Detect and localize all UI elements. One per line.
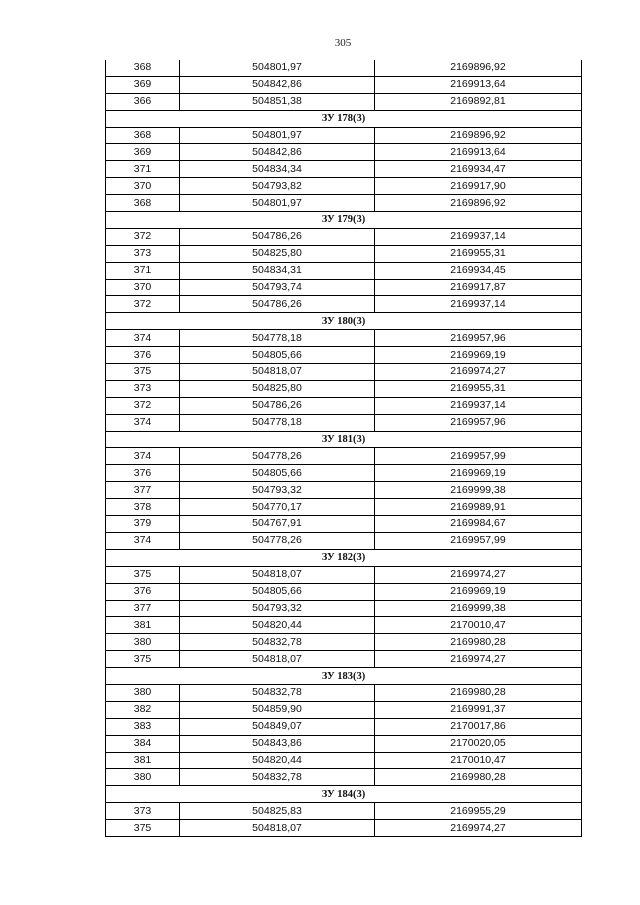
point-number-cell: 379 bbox=[106, 516, 180, 533]
point-number-cell: 371 bbox=[106, 161, 180, 178]
table-row bbox=[106, 448, 582, 465]
page-number: 305 bbox=[334, 37, 352, 49]
section-header-row bbox=[106, 549, 582, 566]
section-header-row bbox=[106, 668, 582, 685]
section-header-row bbox=[106, 110, 582, 127]
x-coordinate-cell: 504801,97 bbox=[180, 195, 375, 212]
x-coordinate-cell: 504818,07 bbox=[180, 820, 375, 837]
table-row bbox=[106, 769, 582, 786]
x-coordinate-cell: 504849,07 bbox=[180, 718, 375, 735]
x-coordinate-cell: 504778,26 bbox=[180, 532, 375, 549]
y-coordinate-cell: 2170010,47 bbox=[375, 752, 582, 769]
y-coordinate-cell: 2169989,91 bbox=[375, 499, 582, 516]
point-number-cell: 374 bbox=[106, 448, 180, 465]
y-coordinate-cell: 2169999,38 bbox=[375, 600, 582, 617]
y-coordinate-cell: 2169913,64 bbox=[375, 144, 582, 161]
table-row bbox=[106, 397, 582, 414]
table-row bbox=[106, 364, 582, 381]
point-number-cell: 375 bbox=[106, 820, 180, 837]
y-coordinate-cell: 2169991,37 bbox=[375, 701, 582, 718]
point-number-cell: 373 bbox=[106, 803, 180, 820]
x-coordinate-cell: 504786,26 bbox=[180, 228, 375, 245]
y-coordinate-cell: 2169937,14 bbox=[375, 228, 582, 245]
table-row bbox=[106, 718, 582, 735]
table-row bbox=[106, 178, 582, 195]
y-coordinate-cell: 2169957,96 bbox=[375, 330, 582, 347]
y-coordinate-cell: 2169934,45 bbox=[375, 262, 582, 279]
point-number-cell: 375 bbox=[106, 566, 180, 583]
x-coordinate-cell: 504818,07 bbox=[180, 364, 375, 381]
table-row bbox=[106, 566, 582, 583]
point-number-cell: 370 bbox=[106, 279, 180, 296]
x-coordinate-cell: 504834,31 bbox=[180, 262, 375, 279]
y-coordinate-cell: 2169969,19 bbox=[375, 583, 582, 600]
table-row bbox=[106, 634, 582, 651]
section-header-row bbox=[106, 212, 582, 229]
table-row bbox=[106, 617, 582, 634]
point-number-cell: 374 bbox=[106, 532, 180, 549]
table-row bbox=[106, 60, 582, 76]
y-coordinate-cell: 2169934,47 bbox=[375, 161, 582, 178]
x-coordinate-cell: 504805,66 bbox=[180, 465, 375, 482]
table-row bbox=[106, 499, 582, 516]
x-coordinate-cell: 504801,97 bbox=[180, 127, 375, 144]
section-title: ЗУ 183(3) bbox=[106, 668, 582, 685]
x-coordinate-cell: 504778,18 bbox=[180, 330, 375, 347]
coordinates-table bbox=[105, 60, 582, 837]
point-number-cell: 375 bbox=[106, 364, 180, 381]
x-coordinate-cell: 504793,74 bbox=[180, 279, 375, 296]
x-coordinate-cell: 504825,80 bbox=[180, 245, 375, 262]
table-row bbox=[106, 482, 582, 499]
x-coordinate-cell: 504825,80 bbox=[180, 380, 375, 397]
table-row bbox=[106, 380, 582, 397]
y-coordinate-cell: 2169957,99 bbox=[375, 448, 582, 465]
point-number-cell: 373 bbox=[106, 245, 180, 262]
section-title: ЗУ 178(3) bbox=[106, 110, 582, 127]
y-coordinate-cell: 2169969,19 bbox=[375, 465, 582, 482]
y-coordinate-cell: 2169937,14 bbox=[375, 296, 582, 313]
table-row bbox=[106, 465, 582, 482]
x-coordinate-cell: 504805,66 bbox=[180, 347, 375, 364]
table-row bbox=[106, 803, 582, 820]
x-coordinate-cell: 504843,86 bbox=[180, 735, 375, 752]
y-coordinate-cell: 2169980,28 bbox=[375, 684, 582, 701]
point-number-cell: 374 bbox=[106, 330, 180, 347]
table-row bbox=[106, 701, 582, 718]
point-number-cell: 371 bbox=[106, 262, 180, 279]
point-number-cell: 366 bbox=[106, 93, 180, 110]
point-number-cell: 383 bbox=[106, 718, 180, 735]
table-row bbox=[106, 583, 582, 600]
x-coordinate-cell: 504842,86 bbox=[180, 144, 375, 161]
y-coordinate-cell: 2169913,64 bbox=[375, 76, 582, 93]
point-number-cell: 377 bbox=[106, 482, 180, 499]
table-row bbox=[106, 228, 582, 245]
point-number-cell: 374 bbox=[106, 414, 180, 431]
x-coordinate-cell: 504793,82 bbox=[180, 178, 375, 195]
x-coordinate-cell: 504825,83 bbox=[180, 803, 375, 820]
point-number-cell: 377 bbox=[106, 600, 180, 617]
point-number-cell: 380 bbox=[106, 684, 180, 701]
y-coordinate-cell: 2170010,47 bbox=[375, 617, 582, 634]
x-coordinate-cell: 504778,26 bbox=[180, 448, 375, 465]
x-coordinate-cell: 504818,07 bbox=[180, 566, 375, 583]
y-coordinate-cell: 2169892,81 bbox=[375, 93, 582, 110]
point-number-cell: 372 bbox=[106, 296, 180, 313]
table-row bbox=[106, 76, 582, 93]
y-coordinate-cell: 2169955,31 bbox=[375, 245, 582, 262]
x-coordinate-cell: 504786,26 bbox=[180, 397, 375, 414]
y-coordinate-cell: 2169896,92 bbox=[375, 127, 582, 144]
y-coordinate-cell: 2170020,05 bbox=[375, 735, 582, 752]
y-coordinate-cell: 2169937,14 bbox=[375, 397, 582, 414]
section-header-row bbox=[106, 786, 582, 803]
y-coordinate-cell: 2169984,67 bbox=[375, 516, 582, 533]
x-coordinate-cell: 504778,18 bbox=[180, 414, 375, 431]
x-coordinate-cell: 504842,86 bbox=[180, 76, 375, 93]
section-title: ЗУ 181(3) bbox=[106, 431, 582, 448]
table-row bbox=[106, 245, 582, 262]
table-row bbox=[106, 296, 582, 313]
x-coordinate-cell: 504805,66 bbox=[180, 583, 375, 600]
table-row bbox=[106, 262, 582, 279]
point-number-cell: 368 bbox=[106, 195, 180, 212]
x-coordinate-cell: 504786,26 bbox=[180, 296, 375, 313]
table-row bbox=[106, 195, 582, 212]
point-number-cell: 369 bbox=[106, 76, 180, 93]
point-number-cell: 384 bbox=[106, 735, 180, 752]
y-coordinate-cell: 2169974,27 bbox=[375, 566, 582, 583]
table-row bbox=[106, 532, 582, 549]
x-coordinate-cell: 504770,17 bbox=[180, 499, 375, 516]
y-coordinate-cell: 2169974,27 bbox=[375, 820, 582, 837]
coordinates-table-body bbox=[106, 60, 582, 836]
y-coordinate-cell: 2169896,92 bbox=[375, 60, 582, 76]
table-row bbox=[106, 279, 582, 296]
x-coordinate-cell: 504820,44 bbox=[180, 617, 375, 634]
x-coordinate-cell: 504832,78 bbox=[180, 634, 375, 651]
y-coordinate-cell: 2169917,87 bbox=[375, 279, 582, 296]
y-coordinate-cell: 2169974,27 bbox=[375, 364, 582, 381]
point-number-cell: 378 bbox=[106, 499, 180, 516]
table-row bbox=[106, 684, 582, 701]
point-number-cell: 369 bbox=[106, 144, 180, 161]
section-title: ЗУ 182(3) bbox=[106, 549, 582, 566]
x-coordinate-cell: 504801,97 bbox=[180, 60, 375, 76]
x-coordinate-cell: 504793,32 bbox=[180, 600, 375, 617]
point-number-cell: 380 bbox=[106, 634, 180, 651]
section-title: ЗУ 180(3) bbox=[106, 313, 582, 330]
x-coordinate-cell: 504820,44 bbox=[180, 752, 375, 769]
table-row bbox=[106, 414, 582, 431]
point-number-cell: 372 bbox=[106, 228, 180, 245]
y-coordinate-cell: 2169917,90 bbox=[375, 178, 582, 195]
y-coordinate-cell: 2169955,29 bbox=[375, 803, 582, 820]
point-number-cell: 372 bbox=[106, 397, 180, 414]
point-number-cell: 376 bbox=[106, 347, 180, 364]
point-number-cell: 376 bbox=[106, 583, 180, 600]
y-coordinate-cell: 2169955,31 bbox=[375, 380, 582, 397]
table-row bbox=[106, 600, 582, 617]
y-coordinate-cell: 2169999,38 bbox=[375, 482, 582, 499]
y-coordinate-cell: 2170017,86 bbox=[375, 718, 582, 735]
table-row bbox=[106, 347, 582, 364]
table-row bbox=[106, 516, 582, 533]
section-title: ЗУ 179(3) bbox=[106, 212, 582, 229]
table-row bbox=[106, 820, 582, 837]
x-coordinate-cell: 504851,38 bbox=[180, 93, 375, 110]
y-coordinate-cell: 2169896,92 bbox=[375, 195, 582, 212]
x-coordinate-cell: 504832,78 bbox=[180, 684, 375, 701]
point-number-cell: 376 bbox=[106, 465, 180, 482]
point-number-cell: 368 bbox=[106, 127, 180, 144]
x-coordinate-cell: 504818,07 bbox=[180, 651, 375, 668]
point-number-cell: 380 bbox=[106, 769, 180, 786]
point-number-cell: 373 bbox=[106, 380, 180, 397]
point-number-cell: 375 bbox=[106, 651, 180, 668]
section-title: ЗУ 184(3) bbox=[106, 786, 582, 803]
x-coordinate-cell: 504767,91 bbox=[180, 516, 375, 533]
y-coordinate-cell: 2169957,99 bbox=[375, 532, 582, 549]
x-coordinate-cell: 504832,78 bbox=[180, 769, 375, 786]
x-coordinate-cell: 504793,32 bbox=[180, 482, 375, 499]
table-row bbox=[106, 735, 582, 752]
y-coordinate-cell: 2169957,96 bbox=[375, 414, 582, 431]
point-number-cell: 370 bbox=[106, 178, 180, 195]
x-coordinate-cell: 504834,34 bbox=[180, 161, 375, 178]
table-row bbox=[106, 330, 582, 347]
table-row bbox=[106, 127, 582, 144]
table-row bbox=[106, 161, 582, 178]
point-number-cell: 368 bbox=[106, 60, 180, 76]
point-number-cell: 381 bbox=[106, 752, 180, 769]
table-row bbox=[106, 93, 582, 110]
table-row bbox=[106, 651, 582, 668]
table-row bbox=[106, 144, 582, 161]
point-number-cell: 382 bbox=[106, 701, 180, 718]
y-coordinate-cell: 2169980,28 bbox=[375, 769, 582, 786]
y-coordinate-cell: 2169974,27 bbox=[375, 651, 582, 668]
section-header-row bbox=[106, 431, 582, 448]
y-coordinate-cell: 2169980,28 bbox=[375, 634, 582, 651]
point-number-cell: 381 bbox=[106, 617, 180, 634]
section-header-row bbox=[106, 313, 582, 330]
y-coordinate-cell: 2169969,19 bbox=[375, 347, 582, 364]
table-row bbox=[106, 752, 582, 769]
x-coordinate-cell: 504859,90 bbox=[180, 701, 375, 718]
